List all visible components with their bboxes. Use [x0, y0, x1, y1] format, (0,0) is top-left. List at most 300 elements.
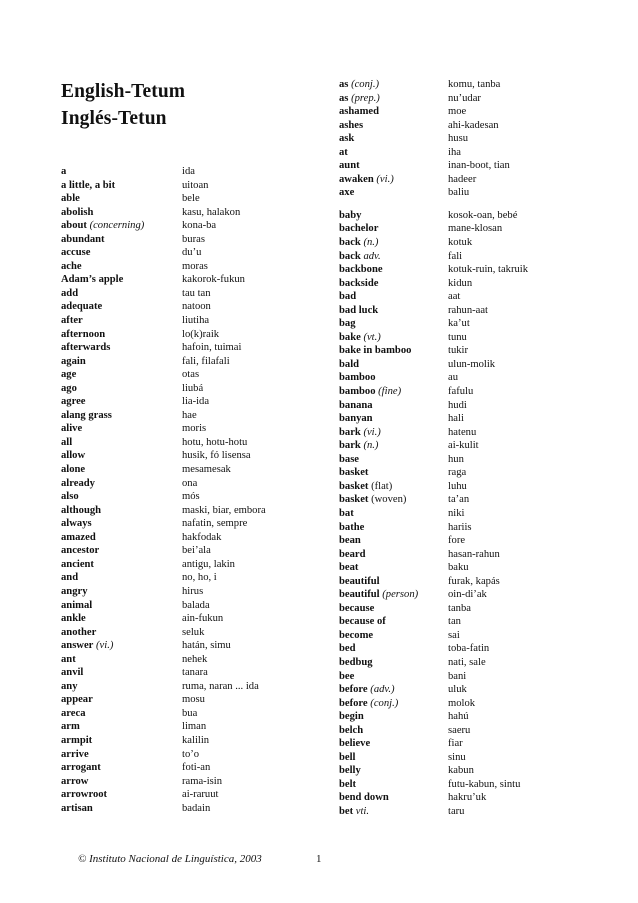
english-word: a little, a bit	[61, 179, 116, 191]
tetum-translation: tanba	[448, 602, 471, 614]
english-word: anvil	[61, 667, 84, 679]
dictionary-entry	[339, 670, 579, 684]
entry-headword	[339, 399, 373, 413]
english-word: because of	[339, 616, 386, 628]
entry-headword	[61, 504, 101, 518]
tetum-translation: fali, filafali	[182, 355, 230, 367]
entry-headword	[339, 209, 361, 223]
tetum-translation: kona-ba	[182, 220, 217, 232]
entry-headword	[339, 371, 376, 385]
dictionary-entry	[61, 639, 301, 653]
english-word: areca	[61, 707, 86, 719]
entry-headword	[339, 480, 392, 494]
tetum-translation: buras	[182, 233, 205, 245]
english-word: bend down	[339, 792, 389, 804]
english-word: after	[61, 315, 83, 327]
dictionary-entry	[61, 599, 301, 613]
tetum-translation: kalilin	[182, 734, 210, 746]
dictionary-entry	[339, 105, 579, 119]
tetum-translation: ahi-kadesan	[448, 119, 499, 131]
tetum-translation: tanara	[182, 667, 208, 679]
dictionary-entry	[61, 368, 301, 382]
entry-headword	[339, 737, 370, 751]
english-word: ashamed	[339, 106, 380, 118]
tetum-translation: kasu, halakon	[182, 206, 241, 218]
tetum-translation: fiar	[448, 738, 463, 750]
dictionary-entry	[61, 436, 301, 450]
english-word: age	[61, 369, 77, 381]
tetum-translation: tau tan	[182, 287, 211, 299]
english-word: bark	[339, 426, 361, 438]
dictionary-entry	[61, 382, 301, 396]
dictionary-entry	[339, 92, 579, 106]
english-word: ankle	[61, 613, 86, 625]
tetum-translation: mosu	[182, 694, 205, 706]
entry-headword	[61, 639, 113, 653]
entry-headword	[61, 680, 78, 694]
dictionary-entry	[61, 775, 301, 789]
dictionary-entry	[61, 260, 301, 274]
dictionary-entry	[339, 791, 579, 805]
english-word: all	[61, 436, 73, 448]
dictionary-entry	[339, 778, 579, 792]
english-word: baby	[339, 209, 362, 221]
entry-headword	[61, 300, 102, 314]
entry-headword	[339, 561, 358, 575]
tetum-translation: niki	[448, 507, 465, 519]
english-word: any	[61, 680, 78, 692]
entry-headword	[61, 355, 86, 369]
tetum-translation: komu, tanba	[448, 79, 501, 90]
dictionary-entry	[61, 761, 301, 775]
entry-headword	[339, 412, 373, 426]
tetum-translation: aat	[448, 291, 461, 303]
english-word: arrive	[61, 748, 89, 760]
dictionary-entry	[61, 233, 301, 247]
entry-headword	[61, 612, 86, 626]
english-word: allow	[61, 450, 86, 462]
entry-headword	[61, 707, 86, 721]
entry-headword	[339, 466, 368, 480]
dictionary-entry	[339, 173, 579, 187]
tetum-translation: ona	[182, 477, 198, 489]
dictionary-entry	[339, 521, 579, 535]
entry-headword	[61, 436, 72, 450]
dictionary-entry	[61, 192, 301, 206]
english-word: bad	[339, 291, 357, 303]
dictionary-entry	[61, 544, 301, 558]
dictionary-entry	[339, 683, 579, 697]
grammar-note: (fine)	[378, 386, 402, 398]
dictionary-entry	[339, 186, 579, 200]
dictionary-entry	[61, 287, 301, 301]
entry-headword	[339, 222, 378, 236]
dictionary-entry	[339, 399, 579, 413]
entry-headword	[339, 159, 360, 173]
dictionary-entry	[339, 466, 579, 480]
tetum-translation: maski, biar, embora	[182, 504, 266, 516]
entry-headword	[339, 751, 355, 765]
tetum-translation: tan	[448, 616, 461, 628]
english-word: awaken	[339, 173, 374, 185]
dictionary-entry	[339, 642, 579, 656]
dictionary-entry	[61, 206, 301, 220]
entry-headword	[339, 683, 395, 697]
dictionary-entry	[339, 331, 579, 345]
english-word: answer	[61, 640, 94, 652]
dictionary-entry	[339, 358, 579, 372]
tetum-translation: hafoin, tuimai	[182, 342, 242, 354]
grammar-note: (person)	[382, 589, 419, 601]
dictionary-entry	[61, 463, 301, 477]
entry-headword	[339, 602, 374, 616]
dictionary-entry	[61, 680, 301, 694]
tetum-translation: badain	[182, 802, 211, 814]
tetum-translation: moris	[182, 423, 207, 435]
english-word: angry	[61, 585, 88, 597]
entry-headword	[61, 802, 93, 816]
english-word: bald	[339, 358, 360, 370]
entry-headword	[61, 287, 78, 301]
dictionary-entry	[339, 615, 579, 629]
entry-headword	[61, 653, 76, 667]
entry-headword	[61, 382, 77, 396]
tetum-translation: iha	[448, 146, 461, 158]
dictionary-entry	[61, 273, 301, 287]
entry-headword	[339, 263, 383, 277]
dictionary-entry	[61, 558, 301, 572]
english-word: believe	[339, 738, 371, 750]
dictionary-entry	[61, 395, 301, 409]
english-word: alive	[61, 423, 83, 435]
english-word: accuse	[61, 247, 91, 259]
english-word: base	[339, 453, 360, 465]
english-word: always	[61, 518, 92, 530]
dictionary-entry	[61, 490, 301, 504]
dictionary-entry	[61, 571, 301, 585]
english-word: bachelor	[339, 223, 379, 235]
dictionary-entry	[61, 219, 301, 233]
entry-headword	[339, 317, 356, 331]
dictionary-entry	[61, 612, 301, 626]
dictionary-entry	[61, 585, 301, 599]
tetum-translation: oin-di’ak	[448, 589, 487, 601]
english-word: bedbug	[339, 656, 373, 668]
entry-headword	[339, 119, 363, 133]
english-word: bamboo	[339, 372, 376, 384]
tetum-translation: mós	[182, 491, 200, 503]
entry-headword	[61, 314, 83, 328]
dictionary-entry	[339, 412, 579, 426]
entry-headword	[339, 146, 348, 160]
english-word: banyan	[339, 413, 373, 425]
entry-headword	[339, 670, 354, 684]
english-word: alang grass	[61, 409, 112, 421]
dictionary-entry	[339, 656, 579, 670]
english-word: become	[339, 629, 374, 641]
tetum-translation: raga	[448, 467, 467, 479]
tetum-translation: bei’ala	[182, 545, 211, 557]
left-entry-column	[61, 165, 301, 815]
dictionary-entry	[339, 146, 579, 160]
dictionary-entry	[339, 371, 579, 385]
entry-headword	[61, 788, 107, 802]
english-word: bathe	[339, 521, 365, 533]
grammar-note: vti.	[355, 805, 370, 817]
grammar-note: (vi.)	[363, 426, 381, 438]
dictionary-entry	[61, 531, 301, 545]
entry-headword	[339, 791, 389, 805]
dictionary-entry	[61, 734, 301, 748]
entry-headword	[339, 105, 379, 119]
tetum-translation: futu-kabun, sintu	[448, 778, 521, 790]
english-word: although	[61, 504, 102, 516]
entry-headword	[339, 534, 361, 548]
dictionary-entry	[339, 764, 579, 778]
tetum-translation: hadeer	[448, 173, 477, 185]
entry-headword	[339, 132, 354, 146]
dictionary-entry	[339, 507, 579, 521]
tetum-translation: luhu	[448, 480, 467, 492]
english-word: agree	[61, 396, 86, 408]
entry-headword	[339, 453, 359, 467]
grammar-note: (prep.)	[351, 92, 380, 104]
english-word: bet	[339, 805, 354, 817]
english-word: back	[339, 237, 361, 249]
english-word: at	[339, 146, 348, 158]
tetum-translation: nu’udar	[448, 92, 481, 104]
tetum-translation: nehek	[182, 653, 208, 665]
dictionary-entry	[61, 626, 301, 640]
english-word: ancestor	[61, 545, 100, 557]
page-number: 1	[316, 853, 322, 865]
english-word: already	[61, 477, 95, 489]
english-word: another	[61, 626, 97, 638]
grammar-note: (vi.)	[376, 173, 394, 185]
entry-headword	[61, 233, 105, 247]
tetum-translation: uluk	[448, 684, 467, 696]
dictionary-entry	[61, 179, 301, 193]
tetum-translation: hahú	[448, 711, 469, 723]
english-word: bake in bamboo	[339, 345, 412, 357]
english-word: bat	[339, 507, 354, 519]
english-word: before	[339, 697, 368, 709]
dictionary-entry	[61, 477, 301, 491]
entry-headword	[61, 246, 90, 260]
tetum-translation: liubá	[182, 382, 204, 394]
tetum-translation: rama-isin	[182, 775, 223, 787]
entry-headword	[61, 206, 93, 220]
tetum-translation: hakfodak	[182, 531, 222, 543]
english-word: ask	[339, 133, 355, 145]
english-word: axe	[339, 187, 355, 199]
dictionary-entry	[339, 159, 579, 173]
dictionary-entry	[61, 748, 301, 762]
english-word: arm	[61, 721, 80, 733]
dictionary-entry	[61, 422, 301, 436]
dictionary-entry	[339, 453, 579, 467]
english-word: basket	[339, 494, 369, 506]
dictionary-entry	[61, 314, 301, 328]
tetum-translation: hariis	[448, 521, 472, 533]
tetum-translation: ida	[182, 166, 195, 177]
tetum-translation: hirus	[182, 585, 204, 597]
entry-headword	[339, 304, 378, 318]
dictionary-entry	[339, 290, 579, 304]
tetum-translation: kakorok-fukun	[182, 274, 245, 286]
tetum-translation: ain-fukun	[182, 613, 224, 625]
dictionary-entry	[339, 277, 579, 291]
tetum-translation: hasan-rahun	[448, 548, 500, 560]
entry-headword	[61, 626, 96, 640]
dictionary-entry	[339, 751, 579, 765]
entry-headword	[339, 493, 406, 507]
english-word: back	[339, 250, 361, 262]
entry-headword	[61, 720, 80, 734]
english-word: beautiful	[339, 575, 380, 587]
dictionary-entry	[339, 588, 579, 602]
tetum-translation: ai-raruut	[182, 789, 219, 801]
english-word: bake	[339, 331, 361, 343]
dictionary-entry	[61, 300, 301, 314]
grammar-note: (concerning)	[89, 220, 145, 232]
entry-headword	[61, 219, 144, 233]
tetum-translation: fafulu	[448, 386, 474, 398]
english-word: bell	[339, 751, 356, 763]
title-english-tetum: English-Tetum	[61, 81, 186, 102]
dictionary-entry	[339, 222, 579, 236]
entry-headword	[61, 368, 76, 382]
english-word: able	[61, 193, 80, 205]
dictionary-entry	[339, 78, 579, 92]
english-word: alone	[61, 464, 86, 476]
tetum-translation: bua	[182, 707, 198, 719]
entry-headword	[61, 571, 78, 585]
entry-headword	[61, 165, 66, 179]
entry-headword	[339, 615, 386, 629]
tetum-translation: moe	[448, 106, 467, 118]
english-word: bark	[339, 440, 361, 452]
grammar-note: (n.)	[363, 237, 379, 249]
dictionary-entry	[61, 246, 301, 260]
grammar-note: (n.)	[363, 440, 379, 452]
tetum-translation: otas	[182, 369, 200, 381]
english-word: afternoon	[61, 328, 106, 340]
dictionary-entry	[339, 119, 579, 133]
dictionary-entry	[61, 165, 301, 179]
dictionary-entry	[339, 344, 579, 358]
english-word: artisan	[61, 802, 93, 814]
tetum-translation: hatenu	[448, 426, 477, 438]
english-word: adequate	[61, 301, 103, 313]
english-word: amazed	[61, 531, 96, 543]
dictionary-entry	[61, 409, 301, 423]
dictionary-entry	[61, 449, 301, 463]
entry-headword	[339, 521, 364, 535]
tetum-translation: saeru	[448, 724, 471, 736]
entry-headword	[61, 666, 83, 680]
dictionary-entry	[339, 493, 579, 507]
dictionary-entry	[61, 666, 301, 680]
tetum-translation: baku	[448, 562, 469, 574]
english-word: abolish	[61, 206, 94, 218]
tetum-translation: husik, fó lisensa	[182, 450, 251, 462]
grammar-note: (adv.)	[370, 684, 395, 696]
english-word: before	[339, 684, 368, 696]
dictionary-entry	[61, 517, 301, 531]
english-word: belt	[339, 778, 357, 790]
entry-headword	[339, 426, 381, 440]
tetum-translation: husu	[448, 133, 469, 145]
tetum-translation: rahun-aat	[448, 304, 488, 316]
entry-headword	[339, 764, 361, 778]
entry-headword	[339, 588, 418, 602]
english-word: ache	[61, 260, 82, 272]
tetum-translation: bele	[182, 193, 200, 205]
entry-headword	[61, 449, 85, 463]
entry-headword	[61, 179, 115, 193]
tetum-translation: inan-boot, tian	[448, 160, 510, 172]
dictionary-entry	[339, 250, 579, 264]
dictionary-entry	[339, 629, 579, 643]
entry-headword	[61, 544, 99, 558]
tetum-translation: ta’an	[448, 494, 470, 506]
tetum-translation: lo(k)raik	[182, 328, 220, 340]
english-word: add	[61, 287, 79, 299]
dictionary-entry	[339, 426, 579, 440]
entry-headword	[339, 92, 380, 106]
dictionary-entry	[339, 534, 579, 548]
english-word: aunt	[339, 160, 360, 172]
grammar-note: (vi.)	[96, 640, 114, 652]
entry-headword	[61, 409, 112, 423]
dictionary-entry	[339, 304, 579, 318]
dictionary-entry	[339, 575, 579, 589]
english-word: about	[61, 220, 87, 232]
entry-headword	[61, 585, 87, 599]
tetum-translation: kabun	[448, 765, 474, 777]
entry-headword	[61, 422, 82, 436]
english-word: banana	[339, 399, 373, 411]
entry-headword	[339, 575, 380, 589]
tetum-translation: to’o	[182, 748, 200, 760]
tetum-translation: hae	[182, 409, 197, 421]
tetum-translation: kotuk	[448, 237, 473, 249]
entry-headword	[61, 599, 92, 613]
tetum-translation: ruma, naran ... ida	[182, 680, 259, 692]
entry-headword	[61, 463, 85, 477]
dictionary-entry	[339, 602, 579, 616]
dictionary-entry	[339, 209, 579, 223]
qualifier-note: (flat)	[371, 480, 393, 492]
entry-headword	[61, 693, 93, 707]
entry-headword	[61, 531, 96, 545]
entry-headword	[339, 78, 379, 92]
grammar-note: (conj.)	[370, 697, 399, 709]
entry-headword	[61, 517, 92, 531]
dictionary-entry	[339, 548, 579, 562]
entry-headword	[61, 395, 86, 409]
dictionary-entry	[61, 653, 301, 667]
entry-headword	[339, 290, 356, 304]
entry-headword	[61, 341, 110, 355]
english-word: beautiful	[339, 589, 380, 601]
tetum-translation: liman	[182, 721, 207, 733]
tetum-translation: tukir	[448, 345, 469, 357]
copyright-footer: © Instituto Nacional de Linguística, 2003	[78, 853, 262, 865]
tetum-translation: hotu, hotu-hotu	[182, 436, 248, 448]
english-word: backbone	[339, 264, 383, 276]
